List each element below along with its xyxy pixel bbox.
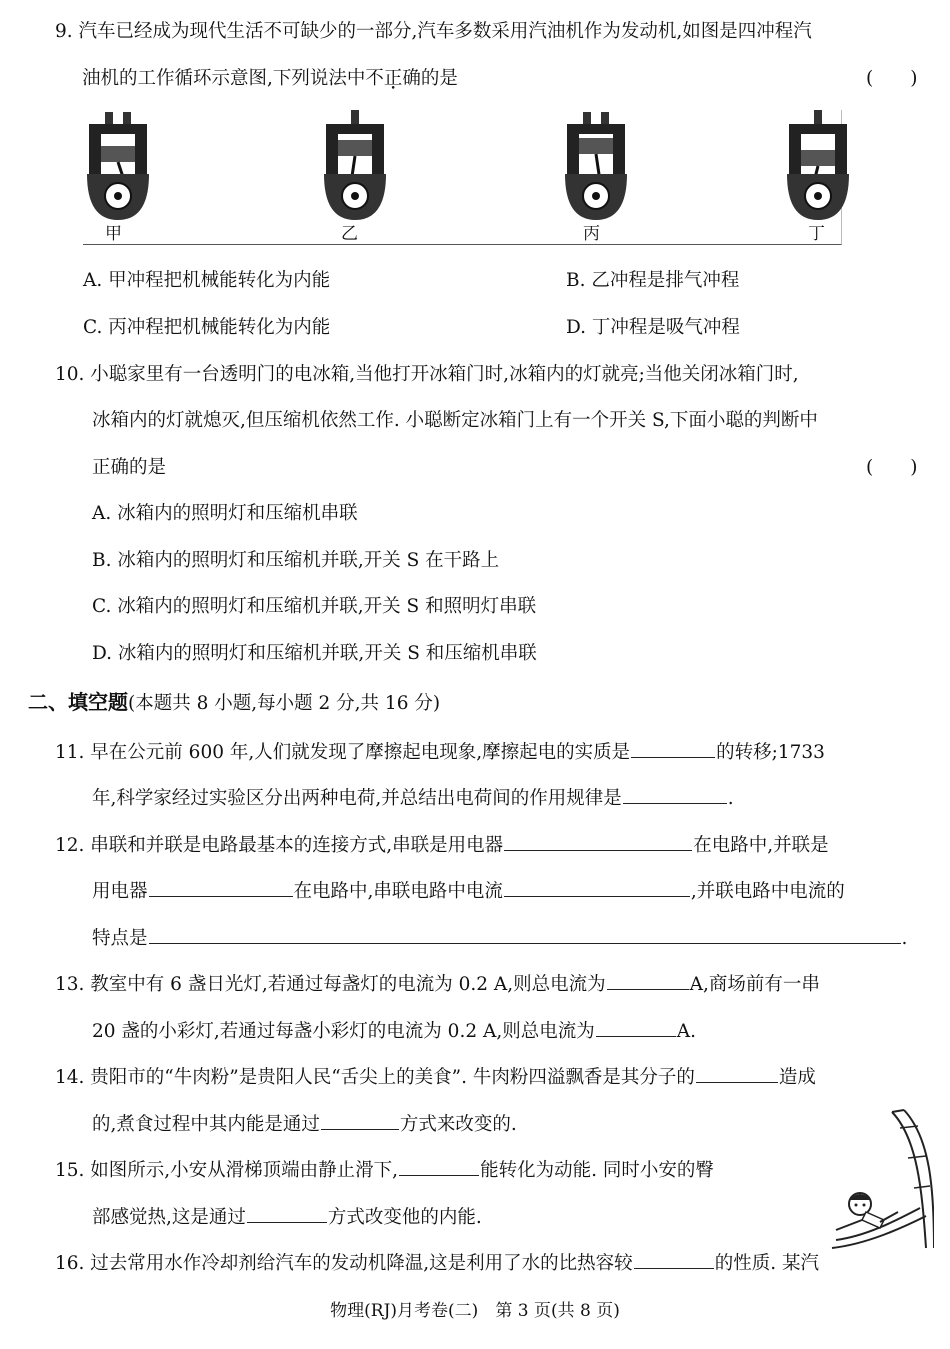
q12-text-1: 12. 串联和并联是电路最基本的连接方式,串联是用电器	[55, 835, 504, 856]
q13-text-3: 20 盏的小彩灯,若通过每盏小彩灯的电流为 0.2 A,则总电流为	[92, 1021, 595, 1042]
q11-text-3: 年,科学家经过实验区分出两种电荷,并总结出电荷间的作用规律是	[92, 788, 622, 809]
q11-text-1: 11. 早在公元前 600 年,人们就发现了摩擦起电现象,摩擦起电的实质是	[55, 742, 631, 763]
q15-line2	[92, 1204, 482, 1231]
q12-blank-1[interactable]	[504, 832, 692, 851]
engine-stroke-yi-icon	[320, 110, 390, 220]
q12-text-3: 用电器	[92, 881, 148, 902]
figure-label-ding: 丁	[808, 224, 825, 244]
section-subtitle: (本题共 8 小题,每小题 2 分,共 16 分)	[128, 693, 441, 714]
q11-text-4: .	[727, 788, 734, 809]
q9-option-a[interactable]: A. 甲冲程把机械能转化为内能	[83, 270, 331, 291]
q15-text-3: 部感觉热,这是通过	[92, 1207, 246, 1228]
q12-text-2: 在电路中,并联是	[693, 835, 829, 856]
q12-blank-3[interactable]	[504, 878, 690, 897]
q11-line1	[55, 739, 825, 766]
q16-blank-1[interactable]	[634, 1250, 714, 1269]
engine-stroke-ding-icon	[783, 110, 853, 220]
q10-option-a[interactable]: A. 冰箱内的照明灯和压缩机串联	[92, 503, 358, 524]
q14-text-4: 方式来改变的.	[399, 1114, 517, 1135]
q11-blank-2[interactable]	[623, 785, 727, 804]
child-on-slide-illustration	[822, 1108, 934, 1250]
q16-text-1: 16. 过去常用水作冷却剂给汽车的发动机降温,这是利用了水的比热容较	[55, 1253, 633, 1274]
figure-label-jia: 甲	[105, 224, 122, 244]
q12-line1	[55, 832, 829, 859]
figure-label-bing: 丙	[583, 224, 600, 244]
q14-line2	[92, 1111, 517, 1138]
q13-line2	[92, 1018, 696, 1045]
q15-blank-1[interactable]	[399, 1157, 479, 1176]
q12-text-6: 特点是	[92, 928, 148, 949]
q14-line1	[55, 1064, 816, 1091]
q12-text-7: .	[901, 928, 908, 949]
q9-option-b[interactable]: B. 乙冲程是排气冲程	[566, 270, 740, 291]
engine-stroke-bing-icon	[561, 110, 631, 220]
q11-blank-1[interactable]	[631, 739, 715, 758]
q10-option-d[interactable]: D. 冰箱内的照明灯和压缩机并联,开关 S 和压缩机串联	[92, 643, 537, 664]
q12-blank-4[interactable]	[149, 925, 901, 944]
q12-text-4: 在电路中,串联电路中电流	[293, 881, 503, 902]
q10-stem-line1: 10. 小聪家里有一台透明门的电冰箱,当他打开冰箱门时,冰箱内的灯就亮;当他关闭冰箱门时,	[55, 364, 799, 385]
section-heading	[28, 688, 440, 718]
q10-option-b[interactable]: B. 冰箱内的照明灯和压缩机并联,开关 S 在干路上	[92, 550, 500, 571]
figure-label-yi: 乙	[341, 224, 358, 244]
q15-text-2: 能转化为动能. 同时小安的臀	[480, 1160, 714, 1181]
q14-text-1: 14. 贵阳市的“牛肉粉”是贵阳人民“舌尖上的美食”. 牛肉粉四溢飘香是其分子的	[55, 1067, 695, 1088]
q10-stem-line2: 冰箱内的灯就熄灭,但压缩机依然工作. 小聪断定冰箱门上有一个开关 S,下面小聪的判断中	[92, 410, 818, 431]
q13-text-2: A,商场前有一串	[689, 974, 820, 995]
q14-text-2: 造成	[778, 1067, 816, 1088]
q10-stem-line3: 正确的是	[92, 457, 167, 478]
engine-stroke-jia-icon	[83, 110, 153, 220]
q9-stem-pre: 油机的工作循环示意图,下列说法中	[82, 68, 366, 89]
q9-stem-post: 的是	[420, 68, 458, 89]
q9-emphasis-not-correct: 不正确	[365, 68, 421, 89]
q12-line3	[92, 925, 907, 952]
page-footer: 物理(RJ)月考卷(二) 第 3 页(共 8 页)	[330, 1301, 620, 1321]
q9-option-d[interactable]: D. 丁冲程是吸气冲程	[566, 317, 740, 338]
q15-text-4: 方式改变他的内能.	[327, 1207, 482, 1228]
q13-blank-1[interactable]	[607, 971, 689, 990]
q11-text-2: 的转移;1733	[716, 742, 825, 763]
section-title: 二、填空题	[28, 690, 128, 714]
q9-stem-line2	[82, 66, 458, 92]
q13-line1	[55, 971, 820, 998]
q16-line1	[55, 1250, 819, 1277]
q9-stem-line1: 9. 汽车已经成为现代生活不可缺少的一部分,汽车多数采用汽油机作为发动机,如图是四冲程汽	[55, 21, 812, 42]
q13-blank-2[interactable]	[596, 1018, 676, 1037]
q12-text-5: ,并联电路中电流的	[690, 881, 845, 902]
q14-blank-1[interactable]	[696, 1064, 778, 1083]
four-stroke-engine-figure	[83, 110, 842, 245]
q15-line1	[55, 1157, 714, 1184]
q12-blank-2[interactable]	[149, 878, 293, 897]
q15-text-1: 15. 如图所示,小安从滑梯顶端由静止滑下,	[55, 1160, 399, 1181]
q13-text-4: A.	[676, 1021, 696, 1042]
q11-line2	[92, 785, 734, 812]
q15-blank-2[interactable]	[247, 1204, 327, 1223]
q12-line2	[92, 878, 845, 905]
q13-text-1: 13. 教室中有 6 盏日光灯,若通过每盏灯的电流为 0.2 A,则总电流为	[55, 974, 606, 995]
q9-answer-paren: ( )	[866, 68, 918, 89]
q9-option-c[interactable]: C. 丙冲程把机械能转化为内能	[83, 317, 331, 338]
q14-text-3: 的,煮食过程中其内能是通过	[92, 1114, 320, 1135]
q10-answer-paren: ( )	[866, 457, 918, 478]
q16-text-2: 的性质. 某汽	[714, 1253, 819, 1274]
q14-blank-2[interactable]	[321, 1111, 399, 1130]
q10-option-c[interactable]: C. 冰箱内的照明灯和压缩机并联,开关 S 和照明灯串联	[92, 596, 537, 617]
